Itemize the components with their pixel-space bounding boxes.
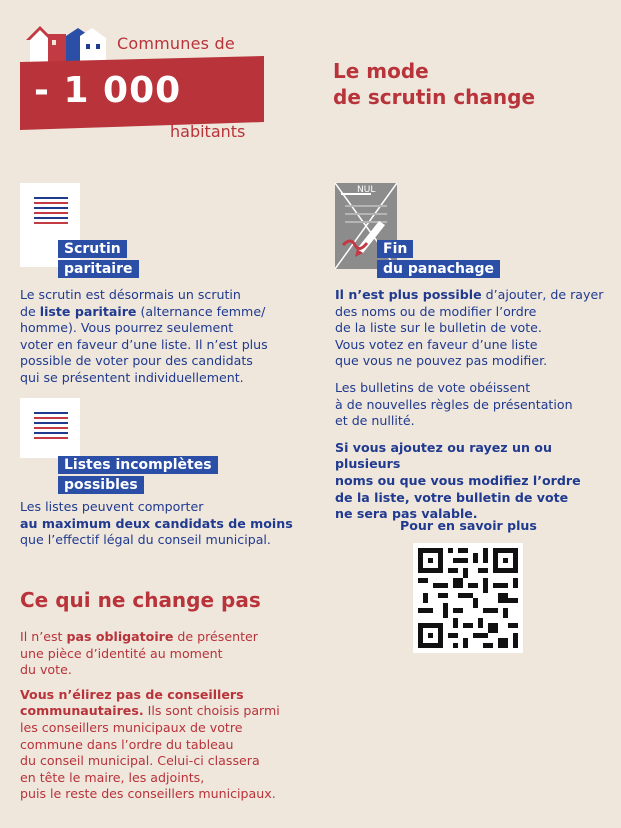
page-title: Le mode de scrutin change [333, 59, 536, 109]
scrutin-label: Scrutin paritaire [58, 238, 139, 278]
population-number: - 1 000 [34, 70, 182, 111]
learn-more-label: Pour en savoir plus [400, 518, 537, 533]
section-title: Ce qui ne change pas [20, 588, 261, 612]
nul-label: NUL [357, 185, 376, 195]
inchange-text: Il n’est pas obligatoire de présenter une pièce d’identité au moment du vote. Vous n’élirez pas de conseillers communautaires. Ils sont choisis parmi les conseillers municipaux de votre commune dans l’ordre du tableau du conseil municipal. Celui-ci classera en tête le maire, les adjoints, puis le reste des conseillers municipaux. [20, 629, 280, 802]
qr-code[interactable] [413, 543, 523, 653]
listes-text: Les listes peuvent comporter au maximum deux candidats de moins que l’effectif légal du conseil municipal. [20, 499, 293, 548]
scrutin-text: Le scrutin est désormais un scrutin de liste paritaire (alternance femme/ homme). Vous pourrez seulement voter en faveur d’une liste. Il n’est plus possible de voter pour des candidats qui se présentent individuellement. [20, 287, 268, 385]
document-icon [20, 398, 80, 458]
habitants-label: habitants [170, 122, 246, 141]
communes-de-label: Communes de [117, 34, 235, 53]
listes-label: Listes incomplètes possibles [58, 454, 218, 494]
panachage-text: Il n’est plus possible d’ajouter, de rayer des noms ou de modifier l’ordre de la liste sur le bulletin de vote. Vous votez en faveur d’une liste que vous ne pouvez pas modifier. Les bulletins de vote obéissent à de nouvelles règles de présentation et de nullité. Si vous ajoutez ou rayez un ou plusieurs noms ou que vous modifiez l’ordre de la liste, votre bulletin de vote ne sera pas valable. [335, 287, 604, 522]
panachage-label: Fin du panachage [377, 238, 500, 278]
qr-code-icon [413, 543, 523, 653]
